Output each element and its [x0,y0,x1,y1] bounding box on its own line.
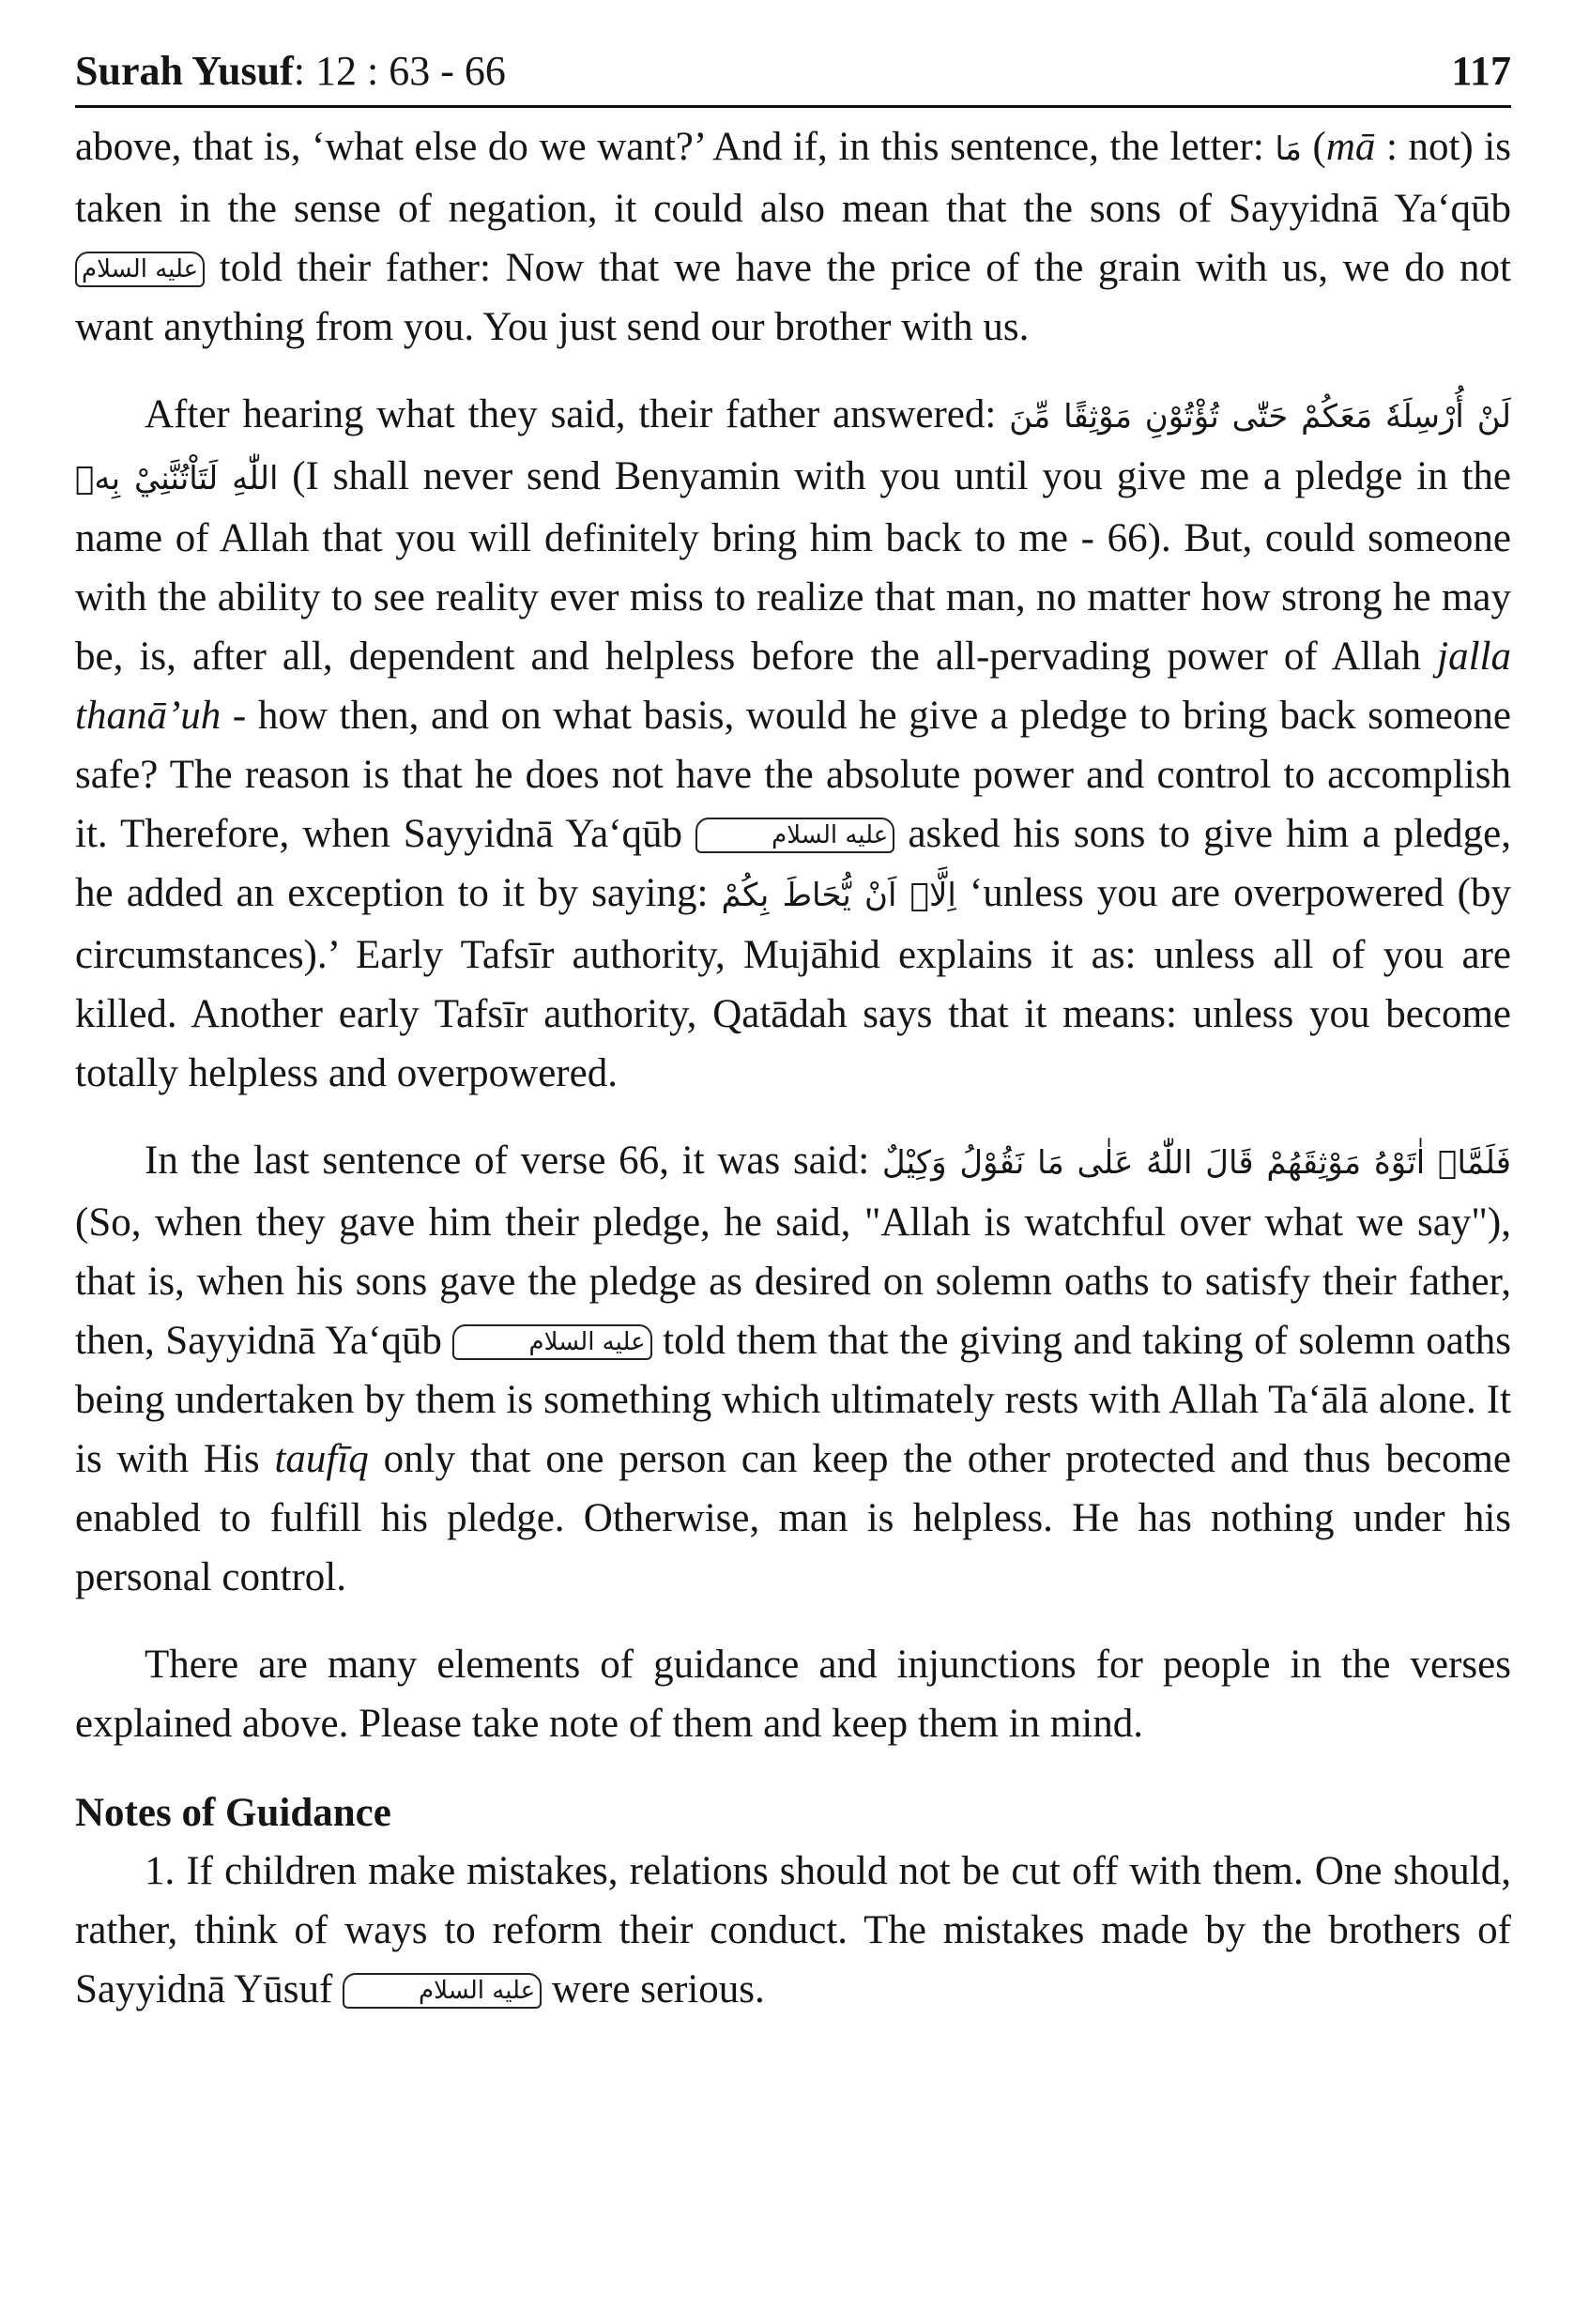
page [75,38,1511,2019]
italic-term: mā [1325,125,1376,169]
text-run: asked his sons to give him a pledge, he added an exception to it by saying: [75,812,1511,915]
text-run: above, that is, ‘what else do we want?’ And if, in this sentence, the letter: [75,125,1276,169]
text-run: 1. If children make mistakes, relations should not be cut off with them. One should, rather, think of ways to reform their conduct. The mistakes made by the brothers of Sayyidnā Yūsuf [75,1849,1511,2011]
text-run: ‘unless you are overpowered (by circumstances).’ Early Tafsīr authority, Mujāhid explains it as: unless all of you are killed. Another early Tafsīr authority, Qatādah says that it means: unless you become totally helpless and overpowered. [75,871,1511,1095]
arabic-verse: فَلَمَّاۤ اٰتَوْهُ مَوْثِقَهُمْ قَالَ اللّٰهُ عَلٰى مَا نَقُوْلُ وَكِيْلٌ [881,1144,1511,1182]
body-text [75,117,1511,2019]
paragraph-1 [75,117,1511,357]
text-run: (So, when they gave him their pledge, he said, "Allah is watchful over what we say"), that is, when his sons gave the pledge as desired on solemn oaths to satisfy their father, then, Sayyidnā Ya‘qūb [75,1200,1511,1363]
section-heading: Notes of Guidance [75,1791,391,1835]
verse-reference: : 12 : 63 - 66 [293,48,506,94]
surah-name: Surah Yusuf [75,48,294,94]
running-head-title [75,38,506,105]
running-head [75,38,1511,108]
honorific-symbol: عليه السلام [452,1324,651,1360]
text-run: : not) is taken in the sense of negation, it could also mean that the sons of Sayyidnā Ya‘qūb [75,125,1511,231]
text-run: (I shall never send Benyamin with you until you give me a pledge in the name of Allah that you will definitely bring him back to me - 66). But, could someone with the ability to see reality ever miss to realize that man, no matter how strong he may be, is, after all, dependent and helpless before the all-pervading power of Allah [75,454,1511,679]
honorific-symbol: عليه السلام [695,818,894,853]
honorific-symbol: عليه السلام [75,252,205,287]
honorific-symbol: عليه السلام [343,1973,542,2009]
arabic-verse: لَنْ أُرْسِلَهٗ مَعَكُمْ حَتّٰى تُؤْتُوْنِ مَوْثِقًا مِّنَ اللّٰهِ لَتَاْتُنَّنِيْ بِهٖ [75,398,1511,497]
text-run: told their father: Now that we have the price of the grain with us, we do not want anything from you. You just send our brother with us. [75,246,1511,349]
arabic-phrase: اِلَّاۤ اَنْ يُّحَاطَ بِكُمْ [721,877,956,914]
text-run: were serious. [542,1967,765,2011]
italic-term: jalla thanā’uh [75,635,1511,738]
italic-term: taufīq [274,1437,369,1481]
text-run: In the last sentence of verse 66, it was said: [145,1139,882,1183]
paragraph-4: There are many elements of guidance and injunctions for people in the verses explained above. Please take note of them and keep them in mind. [75,1643,1511,1746]
notes-list [75,1842,1511,2019]
paragraph-2 [75,385,1511,1103]
text-run: After hearing what they said, their father answered: [145,392,1010,436]
note-item-1 [75,1842,1511,2019]
text-run: told them that the giving and taking of solemn oaths being undertaken by them is something which ultimately rests with Allah Ta‘ālā alone. It is with His [75,1319,1512,1481]
text-run: only that one person can keep the other protected and thus become enabled to fulfill his pledge. Otherwise, man is helpless. He has nothing under his personal control. [75,1437,1511,1599]
arabic-text: مَا [1275,130,1302,168]
paragraph-3 [75,1131,1511,1607]
page-number: 117 [1451,48,1511,94]
text-run: ( [1301,125,1326,169]
text-run: - how then, and on what basis, would he give a pledge to bring back someone safe? The reason is that he does not have the absolute power and control to accomplish it. Therefore, when Sayyidnā Ya‘qūb [75,694,1511,856]
